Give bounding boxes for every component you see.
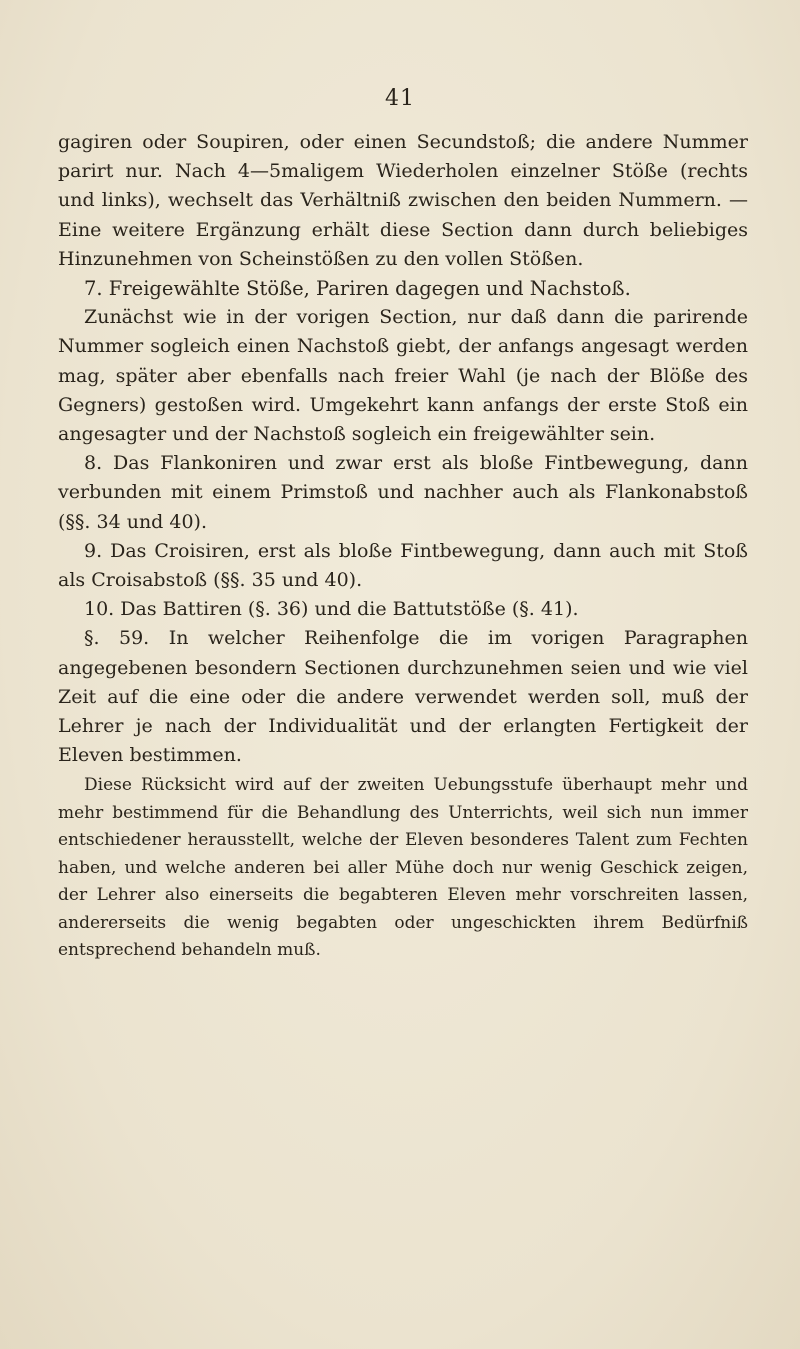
section-7-heading: 7. Freigewählte Stöße, Pariren dagegen und Nachstoß. bbox=[84, 277, 631, 301]
section-10: 10. Das Battiren (§. 36) und die Battutstöße (§. 41). bbox=[84, 598, 579, 621]
section-8: 8. Das Flankoniren und zwar erst als bloße Fintbewegung, dann verbunden mit einem Primstoß und nachher auch als Flankonabstoß (§§. 34 und 40). bbox=[58, 452, 748, 533]
page-number: 41 bbox=[385, 86, 415, 111]
section-7-body: Zunächst wie in der vorigen Section, nur daß dann die parirende Nummer sogleich einen Nachstoß giebt, der anfangs angesagt werden mag, später aber ebenfalls nach freier Wahl (je nach der Blöße des Gegners) gestoßen wird. Umgekehrt kann anfangs der erste Stoß ein angesagter und der Nachstoß sogleich ein freigewählter sein. bbox=[58, 306, 748, 446]
section-9: 9. Das Croisiren, erst als bloße Fintbewegung, dann auch mit Stoß als Croisabstoß (§§. 35 und 40). bbox=[58, 539, 748, 592]
body-text bbox=[58, 128, 748, 964]
paragraph-59: §. 59. In welcher Reihenfolge die im vorigen Paragraphen angegebenen besondern Sectionen durchzunehmen seien und wie viel Zeit auf die eine oder die andere verwendet werden soll, muß der Lehrer je nach der Individualität und der erlangten Fertigkeit der Eleven bestimmen. bbox=[58, 627, 748, 767]
paragraph-59-note: Diese Rücksicht wird auf der zweiten Uebungsstufe überhaupt mehr und mehr bestimmend für die Behandlung des Unterrichts, weil sich nun immer entschiedener herausstellt, welche der Eleven besonderes Talent zum Fechten haben, und welche anderen bei aller Mühe doch nur wenig Geschick zeigen, der Lehrer also einerseits die begabteren Eleven mehr vorschreiten lassen, andererseits die wenig begabten oder ungeschickten ihrem Bedürfniß entsprechend behandeln muß. bbox=[58, 775, 748, 960]
paragraph-continuation: gagiren oder Soupiren, oder einen Secundstoß; die andere Nummer parirt nur. Nach 4—5maligem Wiederholen einzelner Stöße (rechts und links), wechselt das Verhältniß zwischen den beiden Nummern. — Eine weitere Ergänzung erhält diese Section dann durch beliebiges Hinzunehmen von Scheinstößen zu den vollen Stößen. bbox=[58, 131, 748, 270]
